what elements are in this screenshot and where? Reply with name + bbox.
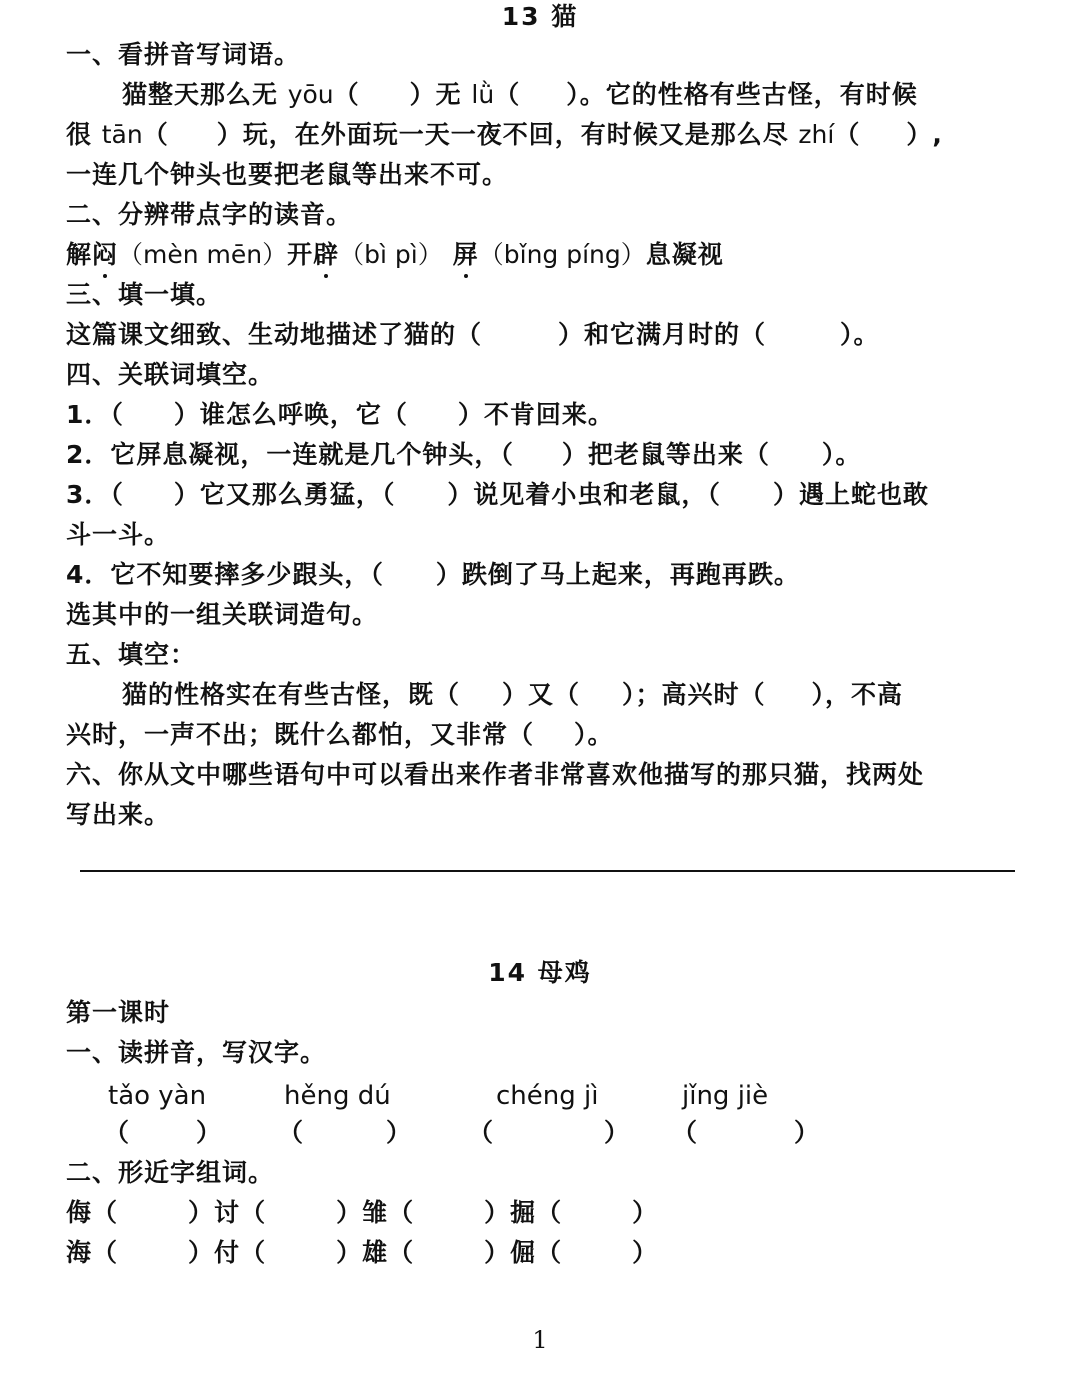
answer-paren-open: （: [672, 1118, 698, 1147]
pinyin-zhi: zhí: [798, 120, 835, 149]
s3-line: 这篇课文细致、生动地描述了猫的（ ）和它满月时的（ ）。: [66, 320, 880, 349]
page-number: 1: [532, 1326, 548, 1354]
s4-line-5: 4．它不知要摔多少跟头，（ ）跌倒了马上起来，再跑再跌。: [66, 560, 800, 589]
char-row-2: 海（ ）付（ ）雄（ ）倔（ ）: [66, 1238, 659, 1267]
dotted-char-ping: 屏: [452, 240, 479, 269]
s1-line-3: 一连几个钟头也要把老鼠等出来不可。: [66, 160, 509, 189]
s3-heading: 三、填一填。: [66, 280, 223, 309]
answer-paren-open: （: [104, 1118, 130, 1147]
s4-line-2: 2．它屏息凝视，一连就是几个钟头，（ ）把老鼠等出来（ ）。: [66, 440, 862, 469]
s5-line-2: 兴时，一声不出；既什么都怕，又非常（ ）。: [66, 720, 614, 749]
s5-heading: 五、填空：: [66, 640, 197, 669]
section-divider: [80, 870, 1015, 872]
s4-line-3: 3．（ ）它又那么勇猛，（ ）说见着小虫和老鼠，（ ）遇上蛇也敢: [66, 480, 929, 509]
pinyin-item: tǎo yàn: [108, 1081, 207, 1111]
pinyin-tan: tān: [101, 120, 143, 149]
pinyin-you: yōu: [287, 80, 334, 109]
s2-line: 解闷（mèn mēn）开辟（bì pì） 屏（bǐng píng）息凝视: [66, 240, 724, 269]
s4-line-4: 斗一斗。: [66, 520, 171, 549]
l14-s1-heading: 一、读拼音，写汉字。: [66, 1038, 327, 1067]
answer-paren-close: ）: [794, 1118, 820, 1147]
dotted-char-pi: 辟: [313, 240, 340, 269]
s6-line-1: 六、你从文中哪些语句中可以看出来作者非常喜欢他描写的那只猫，找两处: [66, 760, 925, 789]
answer-paren-close: ）: [196, 1118, 222, 1147]
s1-line-1: 猫整天那么无 yōu（ ）无 lǜ（ ）。它的性格有些古怪，有时候: [122, 80, 918, 109]
s5-line-1: 猫的性格实在有些古怪，既（ ）又（ ）；高兴时（ ），不高: [122, 680, 904, 709]
s4-heading: 四、关联词填空。: [66, 360, 275, 389]
pinyin-lv: lǜ: [471, 80, 495, 109]
answer-paren-open: （: [468, 1118, 494, 1147]
lesson-13-title: 13 猫: [501, 2, 579, 31]
char-row-1: 侮（ ）讨（ ）雏（ ）掘（ ）: [66, 1198, 659, 1227]
s6-line-2: 写出来。: [66, 800, 171, 829]
s4-line-6: 选其中的一组关联词造句。: [66, 600, 379, 629]
l14-s2-heading: 二、形近字组词。: [66, 1158, 275, 1187]
period-label: 第一课时: [66, 998, 171, 1027]
dotted-char-men: 闷: [92, 240, 119, 269]
s1-line-2: 很 tān（ ）玩，在外面玩一天一夜不回，有时候又是那么尽 zhí（ ）,: [66, 120, 943, 149]
pinyin-item: hěng dú: [284, 1081, 391, 1111]
s4-line-1: 1．（ ）谁怎么呼唤，它（ ）不肯回来。: [66, 400, 614, 429]
s2-heading: 二、分辨带点字的读音。: [66, 200, 353, 229]
s1-heading: 一、看拼音写词语。: [66, 40, 301, 69]
answer-paren-close: ）: [604, 1118, 630, 1147]
pinyin-item: jǐng jiè: [682, 1081, 769, 1111]
answer-paren-open: （: [278, 1118, 304, 1147]
lesson-14-title: 14 母鸡: [488, 958, 592, 987]
pinyin-item: chéng jì: [496, 1081, 599, 1111]
answer-paren-close: ）: [386, 1118, 412, 1147]
